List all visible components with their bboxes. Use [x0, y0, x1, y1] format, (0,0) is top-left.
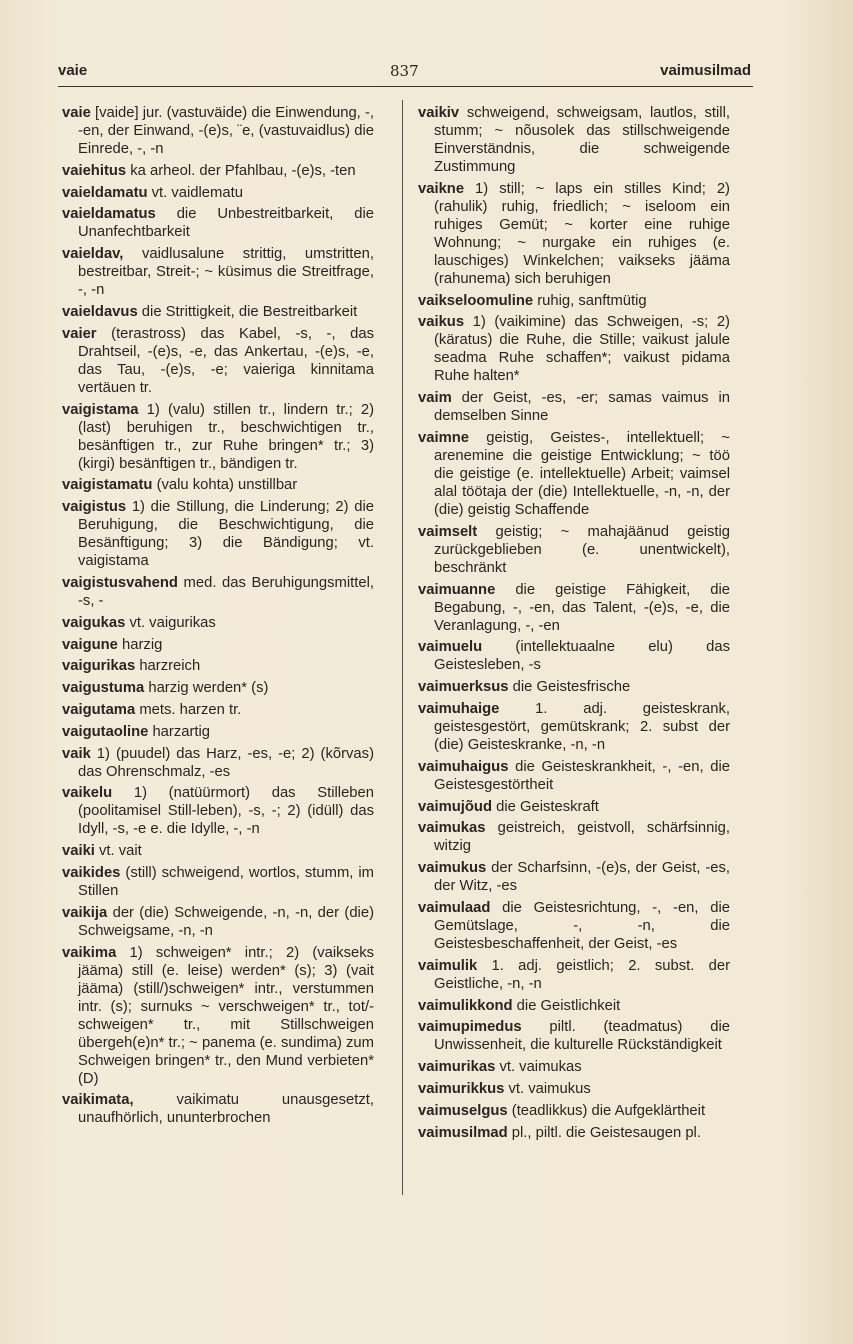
dictionary-entry: vaigustuma harzig werden* (s)	[62, 680, 269, 697]
header-last-entry: vaimusilmad	[660, 62, 751, 79]
dictionary-entry: vaimurikas vt. vaimukas	[418, 1059, 582, 1076]
dictionary-entry: vaimuerksus die Geistesfrische	[418, 679, 631, 696]
dictionary-entry: vaimulikkond die Geistlichkeit	[418, 997, 621, 1014]
dictionary-entry: vaimuselgus (teadlikkus) die Aufgeklärtheit	[418, 1102, 706, 1119]
dictionary-entry: vaikimata, vaikimatu unausgesetzt, unaufhörlich, ununterbrochen	[62, 1092, 374, 1127]
dictionary-entry: vaigistusvahend med. das Beruhigungsmittel, -s, -	[62, 574, 374, 609]
header-rule	[58, 86, 753, 87]
dictionary-entry: vaigistama 1) (valu) stillen tr., lindern tr.; 2) (last) beruhigen tr., beschwichtigen tr., besänftigen tr., zur Ruhe bringen* tr.; 3) (kirgi) besänftigen tr., bändigen tr.	[62, 401, 374, 472]
dictionary-entry: vaie [vaide] jur. (vastuväide) die Einwendung, -, -en, der Einwand, -(e)s, ¨e, (vastuvaidlus) die Einrede, -, -n	[62, 105, 374, 157]
dictionary-entry: vaimurikkus vt. vaimukus	[418, 1080, 591, 1097]
page-number: 837	[390, 62, 419, 80]
dictionary-entry: vaimuanne die geistige Fähigkeit, die Begabung, -, -en, das Talent, -(e)s, -e, die Veranlagung, -, -en	[418, 581, 730, 634]
dictionary-entry: vaik 1) (puudel) das Harz, -es, -e; 2) (kõrvas) das Ohrenschmalz, -es	[62, 745, 374, 780]
dictionary-entry: vaimukus der Scharfsinn, -(e)s, der Geist, -es, der Witz, -es	[418, 860, 730, 895]
dictionary-entry: vaieldamatus die Unbestreitbarkeit, die Unanfechtbarkeit	[62, 206, 374, 241]
dictionary-entry: vaikseloomuline ruhig, sanftmütig	[418, 292, 647, 309]
dictionary-entry: vaimuhaige 1. adj. geisteskrank, geistesgestört, gemütskrank; 2. subst der (die) Geisteskranke, -n, -n	[418, 700, 730, 753]
dictionary-entry: vaikija der (die) Schweigende, -n, -n, der (die) Schweigsame, -n, -n	[62, 904, 374, 939]
dictionary-entry: vaimulaad die Geistesrichtung, -, -en, die Gemütslage, -, -n, die Geistesbeschaffenheit, der Geist, -es	[418, 899, 730, 952]
dictionary-entry: vaier (terastross) das Kabel, -s, -, das Drahtseil, -(e)s, -e, das Ankertau, -(e)s, -e, das Tau, -(e)s, -e; vaieriga kinnitama vertäuen tr.	[62, 325, 374, 396]
dictionary-entry: vaigutaoline harzartig	[62, 723, 211, 740]
dictionary-entry: vaimuelu (intellektuaalne elu) das Geistesleben, -s	[418, 639, 730, 674]
dictionary-entry: vaieldamatu vt. vaidlematu	[62, 184, 243, 201]
dictionary-entry: vaimukas geistreich, geistvoll, schärfsinnig, witzig	[418, 820, 730, 855]
dictionary-entry: vaigurikas harzreich	[62, 658, 201, 675]
dictionary-entry: vaimulik 1. adj. geistlich; 2. subst. der Geistliche, -n, -n	[418, 957, 730, 992]
dictionary-entry: vaikima 1) schweigen* intr.; 2) (vaikseks jääma) still (e. leise) werden* (s); 3) (vait jääma) (still/)schweigen* intr., verstummen intr. (s); surnuks ~ verschweigen* tr., tot/-schweigen* tr., mit Stillschweigen übergeh(e)n* tr.; ~ panema (e. sundima) zum Schweigen bringen* tr., den Mund verbieten* (D)	[62, 944, 374, 1087]
left-column	[62, 104, 374, 1131]
dictionary-entry: vaigune harzig	[62, 636, 163, 653]
dictionary-entry: vaimujõud die Geisteskraft	[418, 798, 599, 815]
page-header	[58, 62, 751, 84]
dictionary-entry: vaikus 1) (vaikimine) das Schweigen, -s; 2) (käratus) die Ruhe, die Stille; vaikust jalule seadma Ruhe schaffen*; vaikust pidama Ruhe halten*	[418, 314, 730, 385]
dictionary-entry: vaikelu 1) (natüürmort) das Stilleben (poolitamisel Still-leben), -s, -; 2) (idüll) das Idyll, -s, -e e. die Idylle, -, -n	[62, 785, 374, 838]
dictionary-entry: vaimusilmad pl., piltl. die Geistesaugen pl.	[418, 1124, 701, 1141]
dictionary-entry: vaiehitus ka arheol. der Pfahlbau, -(e)s, -ten	[62, 162, 356, 179]
dictionary-entry: vaigukas vt. vaigurikas	[62, 614, 216, 631]
dictionary-entry: vaimne geistig, Geistes-, intellektuell; ~ arenemine die geistige Entwicklung; ~ töö die geistige (e. intellektuelle) Arbeit; vaimsel alal töötaja der (die) Intellektuelle, -n, -n, der (die) geistig Schaffende	[418, 429, 730, 518]
dictionary-entry: vaigistamatu (valu kohta) unstillbar	[62, 477, 298, 494]
dictionary-entry: vaigutama mets. harzen tr.	[62, 701, 242, 718]
dictionary-entry: vaikiv schweigend, schweigsam, lautlos, still, stumm; ~ nõusolek das stillschweigende Einverständnis, die schweigende Zustimmung	[418, 105, 730, 175]
dictionary-entry: vaimupimedus piltl. (teadmatus) die Unwissenheit, die kulturelle Rückständigkeit	[418, 1019, 730, 1054]
dictionary-entry: vaieldavus die Strittigkeit, die Bestreitbarkeit	[62, 303, 358, 320]
header-first-entry: vaie	[58, 62, 88, 79]
column-divider	[402, 100, 403, 1195]
dictionary-entry: vaimuhaigus die Geisteskrankheit, -, -en, die Geistesgestörtheit	[418, 758, 730, 793]
dictionary-entry: vaigistus 1) die Stillung, die Linderung; 2) die Beruhigung, die Beschwichtigung, die Besänftigung; 3) die Bändigung; vt. vaigistama	[62, 499, 374, 570]
dictionary-entry: vaikides (still) schweigend, wortlos, stumm, im Stillen	[62, 864, 374, 899]
dictionary-entry: vaikne 1) still; ~ laps ein stilles Kind; 2) (rahulik) ruhig, friedlich; ~ iseloom ein ruhiges Gemüt; ~ korter eine ruhige Wohnung; ~ nurgake ein ruhiges (e. lauschiges) Winkelchen; vaikseks jääma (rahunema) sich beruhigen	[418, 180, 730, 287]
dictionary-entry: vaim der Geist, -es, -er; samas vaimus in demselben Sinne	[418, 390, 730, 425]
dictionary-entry: vaiki vt. vait	[62, 843, 142, 860]
right-column	[418, 104, 730, 1145]
dictionary-entry: vaieldav, vaidlusalune strittig, umstritten, bestreitbar, Streit-; ~ küsimus die Streitfrage, -, -n	[62, 246, 374, 299]
dictionary-entry: vaimselt geistig; ~ mahajäänud geistig zurückgeblieben (e. unentwickelt), beschränkt	[418, 523, 730, 576]
